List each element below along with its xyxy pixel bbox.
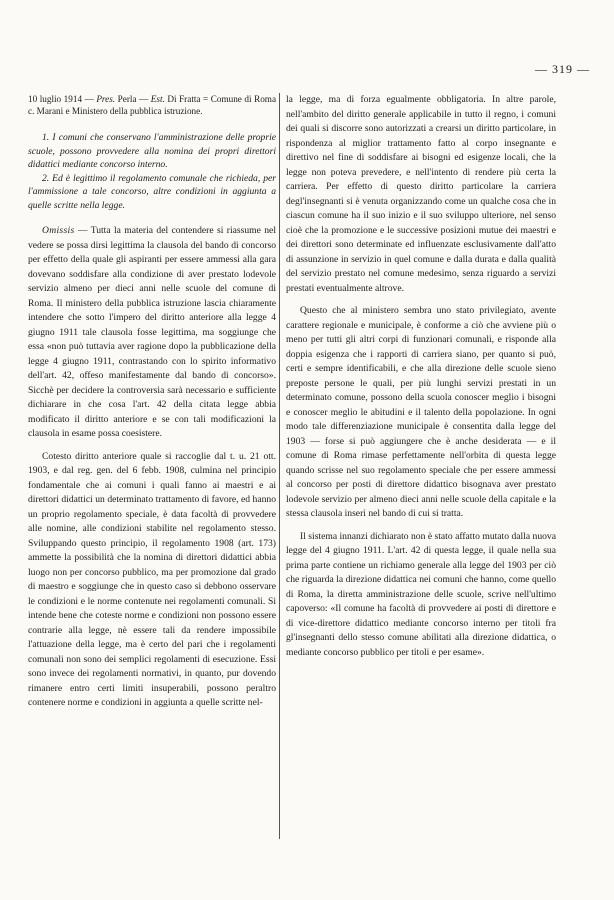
case-parties: Comune di Roma c. Marani e Ministero della pubblica istruzione.	[28, 94, 277, 116]
right-column	[286, 93, 556, 660]
left-paragraph-1: Omissis — Tutta la materia del contendere si riassume nel vedere se possa dirsi legittima la clausola del bando di concorso per effetto della quale gli aspiranti per essere ammessi alla gara dovevano soddisfare alla condizione di aver prestato lodevole servizio almeno per dieci anni nelle scuole del comune di Roma. Il ministero della pubblica istruzione lascia chiaramente intendere che sotto l'impero del diritto anteriore alla legge 4 giugno 1911 tale clausola fosse legittima, ma soggiunge che essa «non può tuttavia aver ragione dopo la pubblicazione della legge 4 giugno 1911, contrastando con lo spirito informativo dell'art. 42, offeso manifestamente dal bando di concorso». Sicchè per decidere la controversia sarà necessario e sufficiente dichiarare in che cosa l'art. 42 della citata legge abbia modificato il diritto anteriore e se con tali modificazioni la clausola in esame possa coesistere.	[28, 225, 276, 439]
maxim-2: 2. Ed è legittimo il regolamento comunale che richieda, per l'ammissione a tale concorso, altre condizioni in aggiunta a quelle scritte nella legge.	[28, 172, 276, 211]
left-paragraph-1-text: Tutta la materia del contendere si riassume nel vedere se possa dirsi legittima la clausola del bando di concorso per effetto della quale gli aspiranti per essere ammessi alla gara dovevano soddisfare alla condizione di aver prestato lodevole servizio almeno per dieci anni nelle scuole del comune di Roma. Il ministero della pubblica istruzione lascia chiaramente intendere che sotto l'impero del diritto anteriore alla legge 4 giugno 1911 tale clausola fosse legittima, ma soggiunge che essa «non può tuttavia aver ragione dopo la pubblicazione della legge 4 giugno 1911, contrastando con lo spirito informativo dell'art. 42, offeso manifestamente dal bando di concorso». Sicchè per decidere la controversia sarà necessario e sufficiente dichiarare in che cosa l'art. 42 della citata legge abbia modificato il diritto anteriore e se con tali modificazioni la clausola in esame possa coesistere.	[28, 225, 276, 439]
right-paragraph-1: la legge, ma di forza egualmente obbligatoria. In altre parole, nell'ambito del diritto generale applicabile in tutto il regno, i comuni dei quali si discorre sono autorizzati a crearsi un diritto particolare, in rispondenza al miglior trattamento fatto al corpo insegnante e direttivo nel fine di soddisfare ai bisogni ed esigenze locali, che la legge non poteva prevedere, e nell'intento di rendere più certa la carriera. Per effetto di questo diritto particolare la carriera degl'insegnanti si è venuta organizzando come un qualche cosa che in ciascun comune ha il suo inizio e il suo sviluppo ulteriore, nel senso cioè che la promozione e le successive posizioni mutue dei maestri e dei direttori sono determinate ed influenzate esclusivamente dall'atto di assunzione in servizio in quel comune e dalla durata e dalla qualità del servizio prestato nel comune medesimo, senza riguardo a servizi prestati eventualmente altrove.	[286, 94, 556, 294]
column-divider	[279, 93, 280, 839]
estensore-label: Est.	[150, 94, 165, 104]
estensore-name: Di Fratta	[167, 94, 201, 104]
president-name: Perla	[117, 94, 137, 104]
page-number: — 319 —	[535, 62, 590, 76]
president-label: Pres.	[96, 94, 116, 104]
case-header: 10 luglio 1914 — Pres. Perla — Est. Di Fratta = Comune di Roma c. Marani e Ministero della pubblica istruzione.	[28, 94, 277, 116]
omissis-label: Omissis	[42, 225, 75, 236]
decision-date: 10 luglio 1914	[28, 94, 83, 104]
right-paragraph-2: Questo che al ministero sembra uno stato privilegiato, avente carattere regionale e municipale, è conforme a ciò che avviene più o meno per tutti gli altri corpi di funzionari comunali, e risponde alla doppia esigenza che i rapporti di carriera siano, per quanto si può, certi e sempre identificabili, e che alla direzione delle scuole sieno preposte persone le quali, per più lunghi servizi prestati in un determinato comune, possono della scuola conoscer meglio i bisogni e conoscer meglio le abitudini e il talento della popolazione. In ogni modo tale differenziazione municipale è consentita dalla legge del 1903 — forse si può aggiungere che è anche desiderata — e il comune di Roma rimase perfettamente nell'orbita di questa legge quando scrisse nel suo regolamento speciale che per essere ammessi al concorso per posti di direttore didattico bisognava aver prestato lodevole servizio per almeno dieci anni nelle scuole della capitale e la stessa clausola inserì nel bando di cui si tratta.	[286, 305, 556, 519]
maxim-1: 1. I comuni che conservano l'amministrazione delle proprie scuole, possono provvedere alla nomina dei propri direttori didattici mediante concorso interno.	[28, 132, 276, 170]
left-paragraph-2: Cotesto diritto anteriore quale si raccoglie dal t. u. 21 ott. 1903, e dal reg. gen. del 6 febb. 1908, culmina nel principio fondamentale che ai comuni i quali fanno ai maestri e ai direttori didattici un determinato trattamento di favore, ed hanno un proprio regolamento speciale, è data facoltà di provvedere alle nomine, alle condizioni stabilite nel regolamento stesso. Sviluppando questo principio, il regolamento 1908 (art. 173) ammette la possibilità che la nomina di direttori didattici abbia luogo non per concorso pubblico, ma per promozione dal grado di maestro e soggiunge che in questo caso si debbono osservare le condizioni e le norme contenute nei regolamenti comunali. Si intende bene che coteste norme e condizioni non possono essere contrarie alla legge, nè essere tali da rendere impossibile l'attuazione della legge, ma è certo del pari che i regolamenti comunali non sono dei semplici regolamenti di esecuzione. Essi sono invece dei regolamenti normativi, in quanto, pur dovendo rimanere entro certi limiti insuperabili, possono peraltro contenere norme e condizioni in aggiunta a quelle scritte nel-	[28, 450, 276, 708]
right-paragraph-3: Il sistema innanzi dichiarato non è stato affatto mutato dalla nuova legge del 4 giugno 1911. L'art. 42 di questa legge, il quale nella sua prima parte contiene un richiamo generale alla legge del 1903 per ciò che riguarda la direzione didattica nei comuni che hanno, come quello di Roma, la diretta amministrazione delle scuole, scrive nell'ultimo capoverso: «Il comune ha facoltà di provvedere ai posti di direttore e di vice-direttore didattico mediante concorso interno per titoli fra gl'insegnanti dello stesso comune abilitati alla direzione didattica, o mediante concorso pubblico per titoli e per esame».	[286, 530, 556, 658]
left-column	[28, 93, 276, 711]
maxims	[28, 131, 276, 212]
